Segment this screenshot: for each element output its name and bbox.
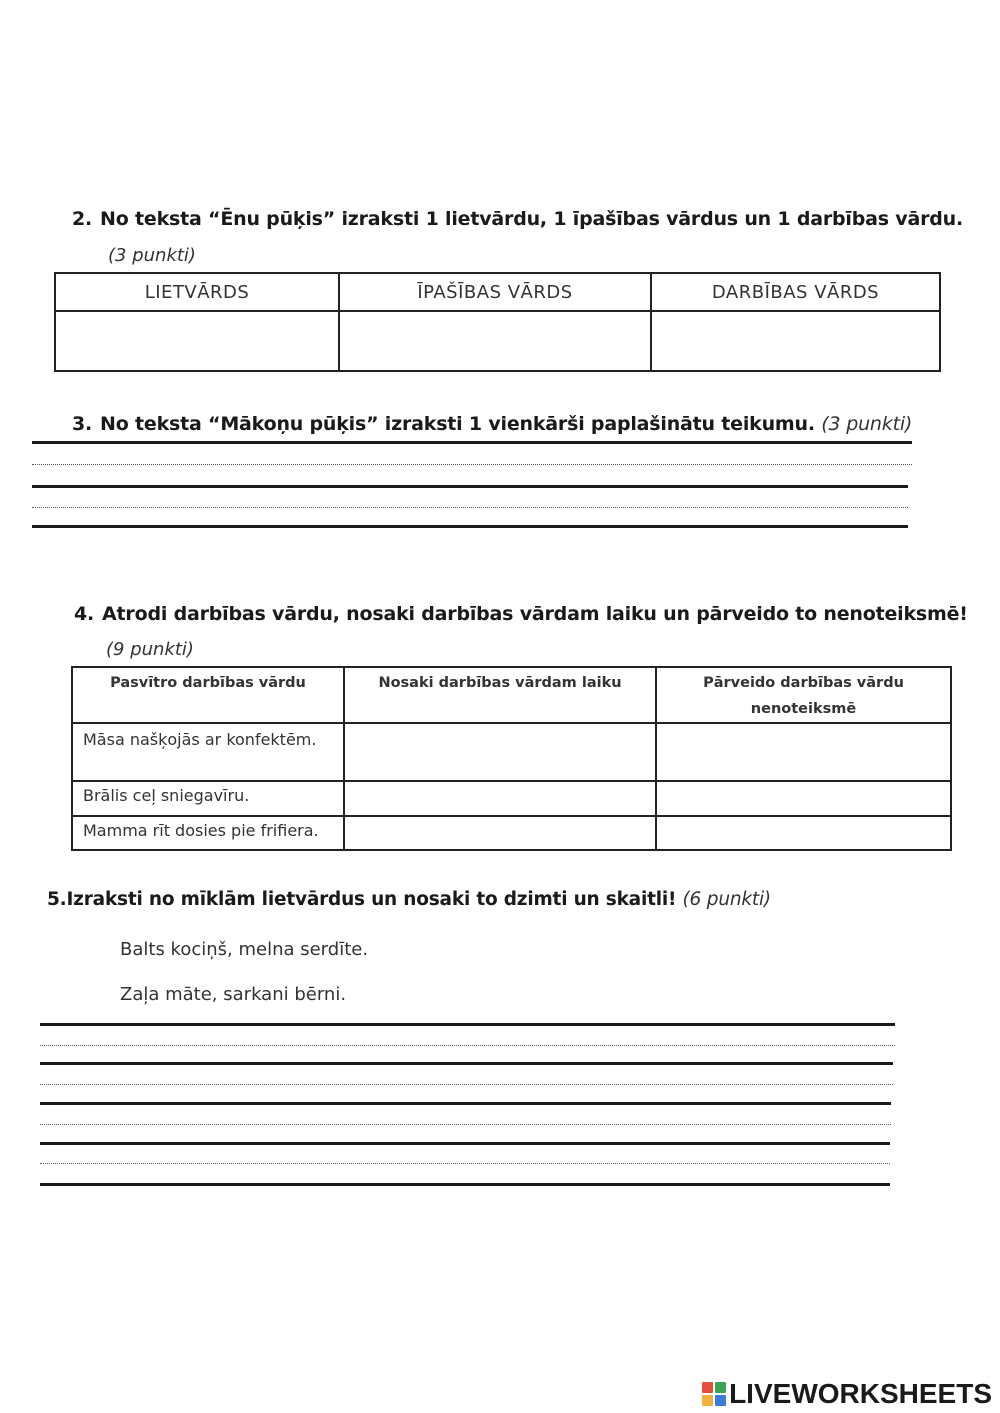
q3-answer-line[interactable] [32, 441, 912, 444]
q3-guide-line [32, 507, 908, 508]
q4-sentence-cell[interactable]: Māsa našķojās ar konfektēm. [72, 723, 344, 781]
q5-guide-line [40, 1045, 895, 1046]
q2-answer-cell[interactable] [339, 311, 651, 371]
q2-text: No teksta “Ēnu pūķis” izraksti 1 lietvārdu, 1 īpašības vārdus un 1 darbības vārdu. [100, 208, 963, 230]
logo-grid-icon [702, 1382, 726, 1406]
q5-answer-line[interactable] [40, 1142, 890, 1145]
q2-col-header: LIETVĀRDS [55, 273, 339, 311]
q4-table [71, 666, 952, 851]
q5-riddle: Zaļa māte, sarkani bērni. [120, 984, 347, 1005]
q5-answer-line[interactable] [40, 1102, 891, 1105]
logo-square [702, 1395, 713, 1406]
q4-infinitive-cell[interactable] [656, 781, 951, 816]
q5-answer-line[interactable] [40, 1183, 890, 1186]
q4-col-header: Pārveido darbības vārdu nenoteiksmē [656, 667, 951, 723]
q4-sentence-cell[interactable]: Mamma rīt dosies pie frifiera. [72, 816, 344, 850]
q2-title [72, 208, 963, 230]
q2-answer-cell[interactable] [651, 311, 940, 371]
q3-number: 3. [72, 413, 93, 435]
q2-answer-cell[interactable] [55, 311, 339, 371]
q4-tense-cell[interactable] [344, 781, 656, 816]
q3-guide-line [32, 464, 912, 465]
q3-answer-line[interactable] [32, 485, 908, 488]
q2-table [54, 272, 941, 372]
q4-tense-cell[interactable] [344, 723, 656, 781]
q4-text: Atrodi darbības vārdu, nosaki darbības vārdam laiku un pārveido to nenoteiksmē! [102, 603, 968, 625]
q5-answer-line[interactable] [40, 1062, 893, 1065]
q5-title [47, 889, 771, 910]
q4-title [74, 603, 968, 625]
q5-guide-line [40, 1124, 891, 1125]
q3-answer-line[interactable] [32, 525, 908, 528]
q5-text: 5.Izraksti no mīklām lietvārdus un nosaki to dzimti un skaitli! [47, 889, 677, 910]
q3-text: No teksta “Mākoņu pūķis” izraksti 1 vienkārši paplašinātu teikumu. [100, 413, 815, 435]
q5-guide-line [40, 1163, 890, 1164]
q2-col-header: DARBĪBAS VĀRDS [651, 273, 940, 311]
q5-guide-line [40, 1084, 893, 1085]
q5-riddle: Balts kociņš, melna serdīte. [120, 939, 369, 960]
q2-points: (3 punkti) [108, 245, 196, 266]
q3-points: (3 punkti) [821, 413, 913, 435]
q4-infinitive-cell[interactable] [656, 723, 951, 781]
q4-points: (9 punkti) [106, 639, 194, 660]
q4-tense-cell[interactable] [344, 816, 656, 850]
logo-square [702, 1382, 713, 1393]
q4-sentence-cell[interactable]: Brālis ceļ sniegavīru. [72, 781, 344, 816]
q2-number: 2. [72, 208, 93, 230]
logo-text: LIVEWORKSHEETS [729, 1378, 992, 1409]
q5-answer-line[interactable] [40, 1023, 895, 1026]
liveworksheets-logo [702, 1378, 992, 1410]
q4-number: 4. [74, 603, 95, 625]
q4-col-header: Pasvītro darbības vārdu [72, 667, 344, 723]
q4-infinitive-cell[interactable] [656, 816, 951, 850]
logo-square [715, 1395, 726, 1406]
q2-col-header: ĪPAŠĪBAS VĀRDS [339, 273, 651, 311]
q3-title [72, 413, 912, 435]
logo-square [715, 1382, 726, 1393]
q5-points: (6 punkti) [682, 889, 771, 910]
q4-col-header: Nosaki darbības vārdam laiku [344, 667, 656, 723]
